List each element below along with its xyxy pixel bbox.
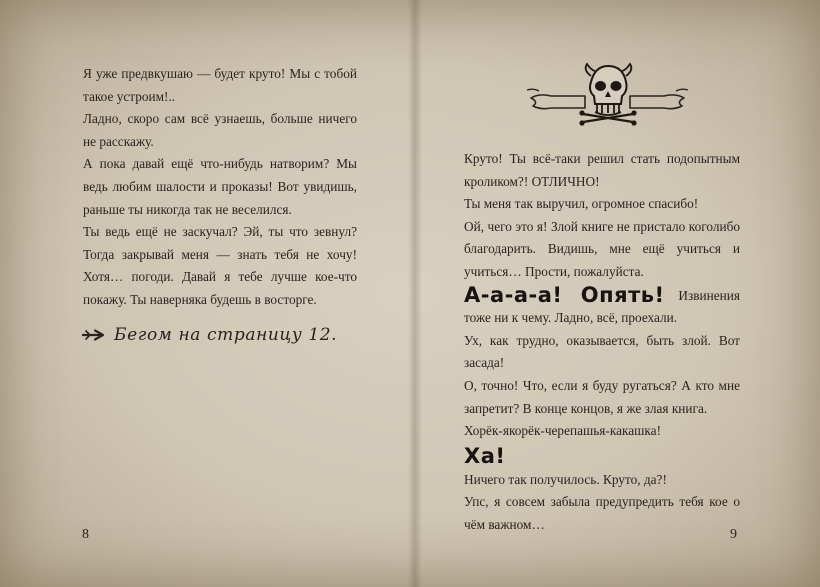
- shout-paragraph: [464, 443, 740, 469]
- paragraph: О, точно! Что, если я буду ругаться? А кто мне запретит? В конце концов, я же злая книга.: [464, 377, 740, 416]
- paragraph: Ух, как трудно, оказывается, быть злой. Вот засада!: [464, 332, 740, 371]
- paragraph: Круто! Ты всё-таки решил стать подопытным кроликом?! ОТЛИЧНО!: [464, 151, 740, 189]
- paragraph: Ой, чего это я! Злой книге не пристало коголибо благодарить. Видишь, мне ещё учиться и учиться… Прости, пожалуйста.: [464, 218, 740, 279]
- goto-page-link[interactable]: [82, 325, 337, 345]
- paragraph: Упс, я совсем забыла предупредить тебя кое о чём важном…: [464, 494, 740, 532]
- right-page-text: [464, 148, 740, 537]
- paragraph: Ты ведь ещё не заскучал? Эй, ты что зевнул? Тогда закрывай меня — знать тебя не хочу! Хотя… погоди. Давай я тебе лучше кое-что покажу. Ты наверняка будешь в восторге.: [83, 224, 357, 307]
- paragraph: Ничего так получилось. Круто, да?!: [464, 471, 667, 487]
- page-number: 8: [82, 527, 89, 542]
- arrow-right-icon: [82, 329, 106, 341]
- paragraph: Ладно, скоро сам всё узнаешь, больше ничего не расскажу.: [83, 111, 357, 149]
- right-page: [410, 0, 820, 587]
- page-number: 9: [730, 527, 737, 542]
- left-page-text: [83, 63, 357, 312]
- paragraph: А пока давай ещё что-нибудь натворим? Мы ведь любим шалости и проказы! Вот увидишь, раньше ты никогда так не веселился.: [83, 156, 357, 217]
- paragraph: Я уже предвкушаю — будет круто! Мы с тобой такое устроим!..: [83, 66, 357, 104]
- goto-text: Бегом на страницу 12.: [114, 325, 338, 345]
- paragraph: Ты меня так выручил, огромное спасибо!: [464, 196, 699, 212]
- shout-continuation: Извинения тоже ни к чему. Ладно, всё, проехали.: [464, 287, 740, 326]
- skull-banner-icon: [525, 60, 690, 128]
- shout-text: А-а-а-а! Опять!: [464, 282, 665, 307]
- shout-text: Ха!: [464, 443, 506, 468]
- paragraph: Хорёк-якорёк-черепашья-какашка!: [464, 423, 661, 439]
- shout-paragraph: [464, 284, 740, 330]
